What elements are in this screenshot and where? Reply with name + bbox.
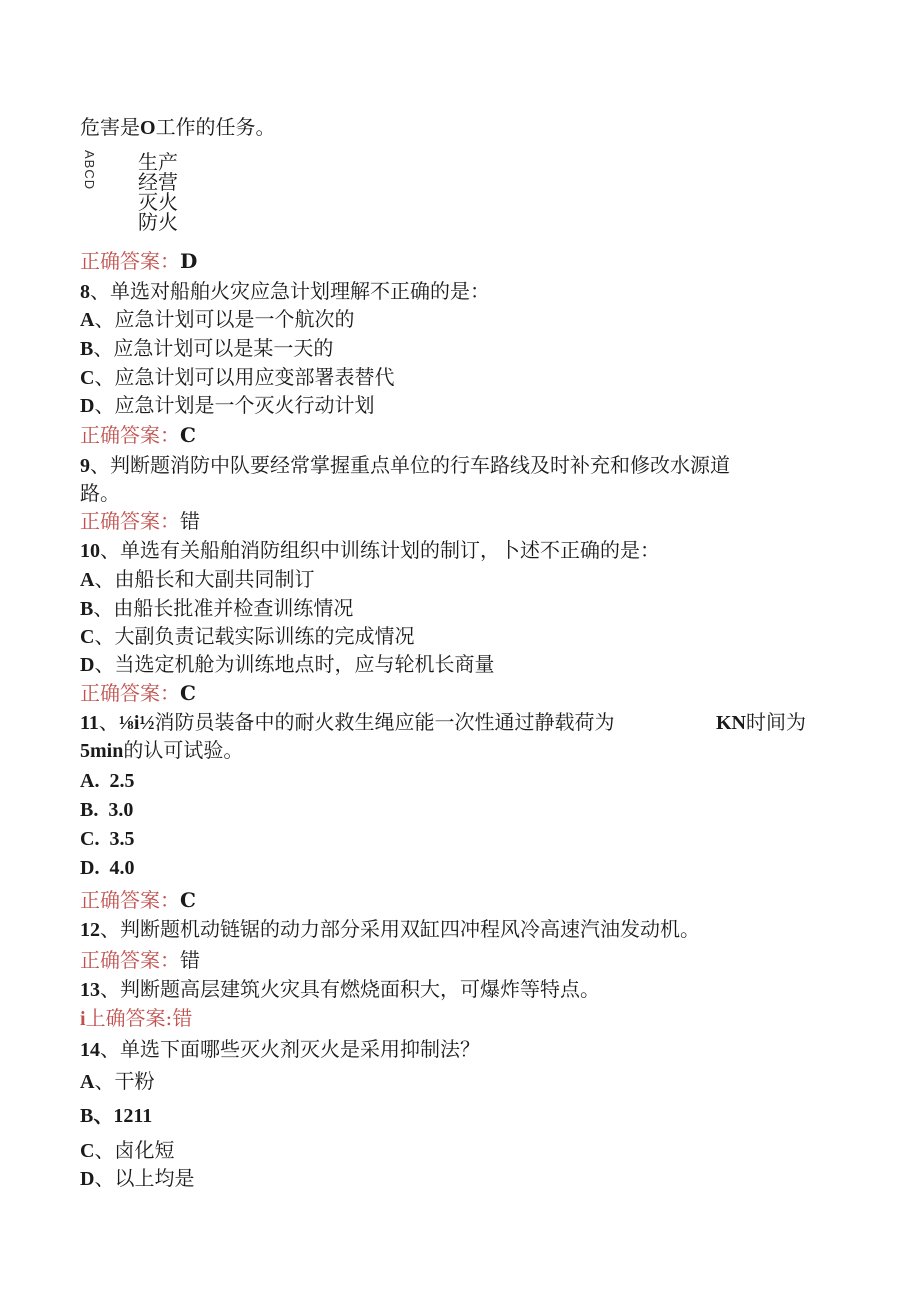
answer-value: 错 bbox=[180, 509, 200, 533]
intro-option-b: 经营 bbox=[138, 170, 178, 194]
option-text: 、应急计划可以是某一天的 bbox=[93, 336, 334, 360]
option-text: 3.0 bbox=[108, 799, 134, 821]
option-text: 、当选定机舱为训练地点时，应与轮机长商量 bbox=[94, 652, 495, 676]
intro-answer bbox=[80, 248, 197, 274]
option-letter: A bbox=[80, 1071, 95, 1093]
q11-option-c bbox=[80, 826, 134, 852]
q10-option-b bbox=[80, 595, 353, 622]
q11-number: 11 bbox=[80, 712, 99, 734]
q8-option-d bbox=[80, 392, 374, 419]
answer-label: 上确答案: bbox=[85, 1006, 173, 1030]
option-letter: C bbox=[80, 367, 95, 389]
answer-value: D bbox=[180, 249, 198, 273]
q8-answer bbox=[80, 422, 196, 448]
q10-question bbox=[80, 537, 660, 564]
option-letter: D bbox=[80, 1168, 95, 1190]
q11-text-post: 时间为 bbox=[746, 710, 806, 734]
option-letter: B. bbox=[80, 799, 99, 821]
option-text: 、应急计划是一个灭火行动计划 bbox=[94, 393, 375, 417]
q11-question-tail bbox=[716, 709, 806, 736]
q11-option-d bbox=[80, 855, 134, 881]
q10-number: 10 bbox=[80, 540, 100, 562]
q12-question bbox=[80, 916, 700, 943]
option-letter: D. bbox=[80, 857, 100, 879]
q8-option-b bbox=[80, 335, 333, 362]
q9-answer bbox=[80, 508, 200, 534]
q11-text-bold2: KN bbox=[716, 712, 746, 734]
option-text: 、干粉 bbox=[94, 1069, 155, 1093]
q11-option-b bbox=[80, 797, 133, 823]
q11-option-a bbox=[80, 768, 134, 794]
q8-question bbox=[80, 278, 490, 305]
q8-number: 8 bbox=[80, 281, 90, 303]
q12-answer bbox=[80, 947, 200, 973]
q13-number: 13 bbox=[80, 979, 100, 1001]
option-text: 、大副负责记载实际训练的完成情况 bbox=[94, 624, 415, 648]
q8-option-c bbox=[80, 364, 394, 391]
q14-option-c bbox=[80, 1137, 174, 1164]
option-letter: A bbox=[80, 309, 95, 331]
answer-label: 正确答案： bbox=[80, 888, 180, 912]
q10-option-c bbox=[80, 623, 414, 650]
option-letter: B bbox=[80, 1105, 94, 1127]
option-text: 4.0 bbox=[109, 857, 135, 879]
q11-text-pre: 、 bbox=[98, 710, 119, 734]
q13-text: 、判断题高层建筑火灾具有燃烧面积大，可爆炸等特点。 bbox=[100, 977, 600, 1001]
q8-option-a bbox=[80, 306, 354, 333]
option-text: 2.5 bbox=[109, 770, 135, 792]
intro-rotated-labels: ABCD bbox=[82, 150, 97, 191]
q10-answer bbox=[80, 680, 196, 706]
q14-question bbox=[80, 1036, 480, 1063]
q14-option-a bbox=[80, 1068, 154, 1095]
q8-text: 、单选对船舶火灾应急计划理解不正确的是： bbox=[90, 279, 490, 303]
intro-text-pre: 危害是 bbox=[80, 115, 140, 139]
q11-answer bbox=[80, 887, 196, 913]
intro-question-line bbox=[80, 114, 276, 141]
answer-prefix: i bbox=[80, 1008, 86, 1030]
answer-value: C bbox=[180, 423, 196, 447]
q11-line2-bold: 5min bbox=[80, 740, 124, 762]
intro-option-c: 灭火 bbox=[138, 190, 178, 214]
intro-option-a: 生产 bbox=[138, 150, 178, 174]
option-letter: C. bbox=[80, 828, 100, 850]
answer-label: 正确答案： bbox=[80, 681, 180, 705]
intro-text-post: 工作的任务。 bbox=[155, 115, 276, 139]
answer-value: 错 bbox=[180, 948, 200, 972]
q11-question-line2 bbox=[80, 737, 243, 764]
q9-number: 9 bbox=[80, 455, 90, 477]
q9-question-line2: 路。 bbox=[80, 481, 120, 505]
q14-text: 、单选下面哪些灭火剂灭火是采用抑制法？ bbox=[100, 1037, 480, 1061]
q13-question bbox=[80, 976, 600, 1003]
option-text: 、由船长和大副共同制订 bbox=[94, 567, 315, 591]
option-text: 、卤化短 bbox=[94, 1138, 175, 1162]
answer-label: 正确答案： bbox=[80, 509, 180, 533]
q14-option-b bbox=[80, 1102, 152, 1129]
q10-option-d bbox=[80, 651, 494, 678]
option-letter: A. bbox=[80, 770, 100, 792]
q9-text-line1: 、判断题消防中队要经常掌握重点单位的行车路线及时补充和修改水源道 bbox=[90, 453, 730, 477]
option-text: 、以上均是 bbox=[94, 1166, 195, 1190]
option-letter: C bbox=[80, 626, 95, 648]
q10-text: 、单选有关船舶消防组织中训练计划的制订，卜述不正确的是： bbox=[100, 538, 660, 562]
option-letter: B bbox=[80, 598, 94, 620]
answer-label: 正确答案： bbox=[80, 423, 180, 447]
option-text: 3.5 bbox=[109, 828, 135, 850]
q14-number: 14 bbox=[80, 1039, 100, 1061]
answer-label: 正确答案： bbox=[80, 948, 180, 972]
q10-option-a bbox=[80, 566, 314, 593]
q11-line2-post: 的认可试验。 bbox=[123, 738, 244, 762]
q11-text-mid: 消防员装备中的耐火救生绳应能一次性通过静载荷为 bbox=[154, 710, 615, 734]
option-letter: C bbox=[80, 1140, 95, 1162]
option-text: 、应急计划可以用应变部署表替代 bbox=[94, 365, 395, 389]
answer-value: C bbox=[180, 681, 196, 705]
q14-option-d bbox=[80, 1165, 194, 1192]
q11-question bbox=[80, 709, 614, 736]
intro-option-d: 防火 bbox=[138, 210, 178, 234]
answer-value: 错 bbox=[172, 1006, 193, 1030]
option-letter: D bbox=[80, 395, 95, 417]
q12-number: 12 bbox=[80, 919, 100, 941]
q9-question bbox=[80, 452, 730, 479]
option-text: 、1211 bbox=[93, 1105, 153, 1127]
option-letter: D bbox=[80, 654, 95, 676]
intro-text-bold: O bbox=[140, 117, 156, 139]
answer-value: C bbox=[180, 888, 196, 912]
q13-answer bbox=[80, 1005, 192, 1032]
q12-text: 、判断题机动链锯的动力部分采用双缸四冲程风冷高速汽油发动机。 bbox=[100, 917, 700, 941]
option-text: 、应急计划可以是一个航次的 bbox=[94, 307, 355, 331]
option-text: 、由船长批准并检查训练情况 bbox=[93, 596, 354, 620]
q11-text-bold1: ⅛i½ bbox=[118, 712, 155, 734]
answer-label: 正确答案： bbox=[80, 249, 180, 273]
option-letter: B bbox=[80, 338, 94, 360]
option-letter: A bbox=[80, 569, 95, 591]
